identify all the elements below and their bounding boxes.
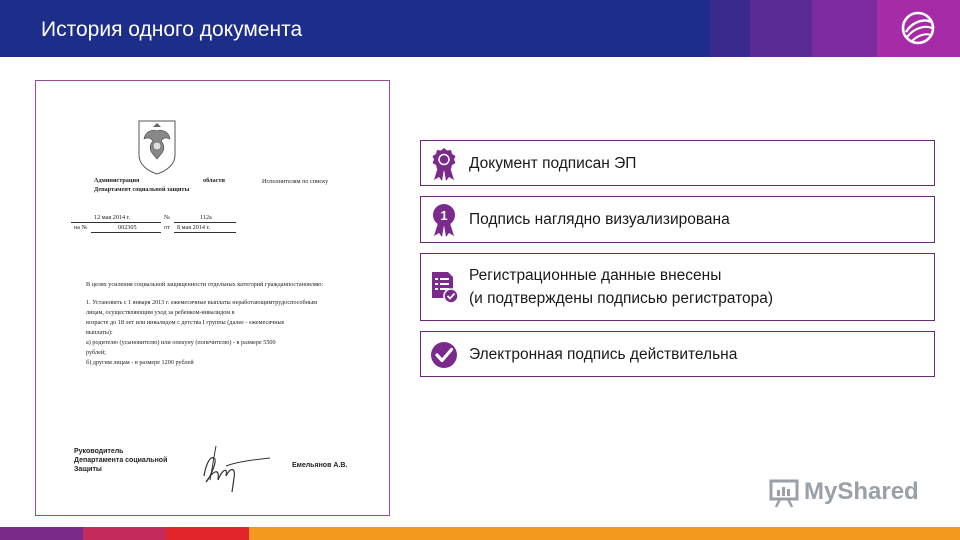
org-name: Администрация: [94, 177, 140, 184]
doc-body-line: возрасте до 18 лет или инвалидом с детства I группы (далее - ежемесячные: [86, 319, 285, 326]
slide-title: История одного документа: [41, 18, 303, 41]
feature-valid: [420, 331, 935, 377]
feature-label-line1: Регистрационные данные внесены: [469, 267, 722, 284]
doc-body-line: лицам, осуществляющим уход за ребенком-инвалидом в: [86, 309, 235, 316]
coat-of-arms-icon: [136, 119, 178, 175]
ref-label: на №: [74, 224, 88, 231]
header-bar: [0, 0, 710, 57]
numbered-badge-icon: [429, 203, 459, 237]
footer-segment: [83, 527, 166, 540]
feature-label: Документ подписан ЭП: [469, 155, 637, 172]
doc-number-label: №: [164, 214, 170, 221]
footer-segment: [249, 527, 960, 540]
header-stripe: [750, 0, 812, 57]
watermark: [768, 478, 928, 510]
ref-from-label: от: [164, 224, 170, 231]
doc-body-line: В целях усиления социальной защищенности отдельных категорий гражданпостановляю:: [86, 281, 324, 288]
doc-date: 12 мая 2014 г.: [94, 214, 131, 221]
handwritten-signature: [196, 436, 276, 496]
award-ribbon-icon: [429, 147, 459, 181]
doc-body-line: а) родителю (усыновителю) или опекуну (попечителю) - в размере 5500: [86, 339, 276, 346]
operator-swirl-logo-icon: [898, 8, 938, 48]
divider: [91, 232, 161, 233]
registry-document-check-icon: [429, 270, 459, 304]
feature-label-line2: (и подтверждены подписью регистратора): [469, 290, 774, 307]
feature-label: Подпись наглядно визуализирована: [469, 211, 730, 228]
header-stripe: [812, 0, 877, 57]
feature-registered: [420, 253, 935, 321]
signer-title-line: Департамента социальной: [74, 457, 168, 464]
divider: [71, 222, 161, 223]
ref-number: 002305: [118, 224, 137, 231]
doc-body-line: 1. Установить с 1 января 2013 г. ежемесячные выплаты неработающимтрудоспособным: [86, 299, 318, 306]
doc-body-line: выплаты):: [86, 329, 113, 336]
org-department: Департамент социальной защиты: [94, 186, 190, 193]
footer-segment: [166, 527, 249, 540]
document-scan: [35, 80, 390, 516]
feature-signed: [420, 140, 935, 186]
feature-visualized: [420, 196, 935, 243]
ref-date: 8 мая 2014 г.: [177, 224, 210, 231]
doc-body-line: рублей;: [86, 349, 106, 356]
doc-body-line: б) другим лицам - в размере 1200 рублей: [86, 359, 194, 366]
header-logo-block: [877, 0, 960, 57]
feature-label: Электронная подпись действительна: [469, 346, 738, 363]
footer-segment: [0, 527, 83, 540]
divider: [174, 232, 236, 233]
org-region: области: [203, 177, 225, 184]
slide-header: [0, 0, 960, 57]
signer-title-line: Руководитель: [74, 448, 124, 455]
header-stripe: [710, 0, 750, 57]
watermark-text: MyShared: [804, 478, 919, 505]
addressee: Исполнителям по списку: [262, 178, 329, 185]
divider: [174, 222, 236, 223]
footer-stripe: [0, 527, 960, 540]
presentation-board-icon: [768, 478, 800, 508]
signer-title-line: Защиты: [74, 466, 102, 473]
signer-name: Емельянов А.В.: [292, 462, 348, 469]
doc-number: 112а: [200, 214, 212, 221]
checkmark-circle-icon: [429, 338, 459, 372]
svg-text:1: 1: [440, 208, 448, 223]
